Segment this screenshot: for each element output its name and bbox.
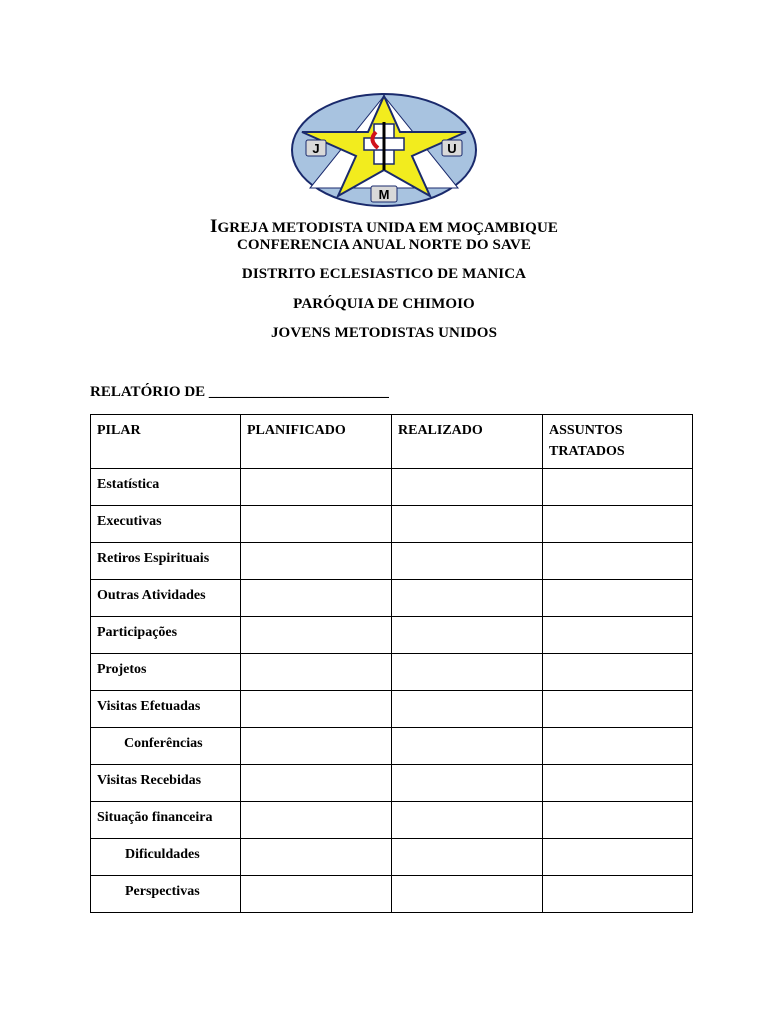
planificado-cell[interactable] bbox=[241, 617, 392, 654]
table-row bbox=[91, 802, 693, 839]
assuntos-cell[interactable] bbox=[543, 654, 693, 691]
planificado-cell[interactable] bbox=[241, 876, 392, 913]
column-header-pilar: PILAR bbox=[91, 415, 241, 469]
realizado-cell[interactable] bbox=[392, 506, 543, 543]
logo-letter-m: M bbox=[378, 187, 390, 202]
row-label: Situação financeira bbox=[91, 802, 241, 839]
realizado-cell[interactable] bbox=[392, 876, 543, 913]
planificado-cell[interactable] bbox=[241, 654, 392, 691]
assuntos-cell[interactable] bbox=[543, 765, 693, 802]
planificado-cell[interactable] bbox=[241, 543, 392, 580]
row-label: Executivas bbox=[91, 506, 241, 543]
table-row bbox=[91, 506, 693, 543]
organization-title-rest: GREJA METODISTA UNIDA EM MOÇAMBIQUE bbox=[217, 220, 558, 236]
table-row bbox=[91, 691, 693, 728]
table-row bbox=[91, 617, 693, 654]
realizado-cell[interactable] bbox=[392, 617, 543, 654]
row-label: Visitas Efetuadas bbox=[91, 691, 241, 728]
realizado-cell[interactable] bbox=[392, 580, 543, 617]
assuntos-cell[interactable] bbox=[543, 580, 693, 617]
column-header-realizado: REALIZADO bbox=[392, 415, 543, 469]
assuntos-cell[interactable] bbox=[543, 469, 693, 506]
realizado-cell[interactable] bbox=[392, 691, 543, 728]
row-label: Estatística bbox=[91, 469, 241, 506]
assuntos-cell[interactable] bbox=[543, 802, 693, 839]
planificado-cell[interactable] bbox=[241, 728, 392, 765]
assuntos-cell[interactable] bbox=[543, 617, 693, 654]
row-label: Dificuldades bbox=[91, 839, 241, 876]
table-row bbox=[91, 654, 693, 691]
parish-title: PARÓQUIA DE CHIMOIO bbox=[293, 296, 475, 312]
organization-title bbox=[0, 216, 768, 238]
realizado-cell[interactable] bbox=[392, 839, 543, 876]
row-label: Perspectivas bbox=[91, 876, 241, 913]
realizado-cell[interactable] bbox=[392, 765, 543, 802]
table-row bbox=[91, 839, 693, 876]
realizado-cell[interactable] bbox=[392, 654, 543, 691]
report-table bbox=[90, 414, 693, 913]
realizado-cell[interactable] bbox=[392, 802, 543, 839]
row-label: Participações bbox=[91, 617, 241, 654]
planificado-cell[interactable] bbox=[241, 839, 392, 876]
planificado-cell[interactable] bbox=[241, 691, 392, 728]
assuntos-cell[interactable] bbox=[543, 728, 693, 765]
logo-letter-j: J bbox=[312, 141, 320, 156]
planificado-cell[interactable] bbox=[241, 765, 392, 802]
realizado-cell[interactable] bbox=[392, 728, 543, 765]
planificado-cell[interactable] bbox=[241, 469, 392, 506]
planificado-cell[interactable] bbox=[241, 506, 392, 543]
logo-letter-u: U bbox=[447, 141, 457, 156]
table-row bbox=[91, 728, 693, 765]
planificado-cell[interactable] bbox=[241, 802, 392, 839]
youth-group-title: JOVENS METODISTAS UNIDOS bbox=[270, 325, 498, 341]
conference-title: CONFERENCIA ANUAL NORTE DO SAVE bbox=[236, 237, 532, 253]
assuntos-cell[interactable] bbox=[543, 543, 693, 580]
row-label: Outras Atividades bbox=[91, 580, 241, 617]
row-label: Retiros Espirituais bbox=[91, 543, 241, 580]
district-title: DISTRITO ECLESIASTICO DE MANICA bbox=[241, 266, 527, 282]
column-header-assuntos-tratados: ASSUNTOS TRATADOS bbox=[543, 415, 693, 469]
star-emblem-icon bbox=[290, 92, 478, 208]
row-label: Projetos bbox=[91, 654, 241, 691]
realizado-cell[interactable] bbox=[392, 469, 543, 506]
realizado-cell[interactable] bbox=[392, 543, 543, 580]
assuntos-cell[interactable] bbox=[543, 506, 693, 543]
table-row bbox=[91, 876, 693, 913]
planificado-cell[interactable] bbox=[241, 580, 392, 617]
organization-title-initial: I bbox=[210, 216, 218, 237]
assuntos-cell[interactable] bbox=[543, 876, 693, 913]
assuntos-cell[interactable] bbox=[543, 839, 693, 876]
church-logo bbox=[290, 92, 478, 208]
assuntos-cell[interactable] bbox=[543, 691, 693, 728]
table-row bbox=[91, 469, 693, 506]
table-row bbox=[91, 765, 693, 802]
table-row bbox=[91, 543, 693, 580]
table-header-row bbox=[91, 415, 693, 469]
report-of-field[interactable]: RELATÓRIO DE ________________________ bbox=[90, 384, 389, 400]
table-row bbox=[91, 580, 693, 617]
row-label: Conferências bbox=[91, 728, 241, 765]
column-header-planificado: PLANIFICADO bbox=[241, 415, 392, 469]
row-label: Visitas Recebidas bbox=[91, 765, 241, 802]
